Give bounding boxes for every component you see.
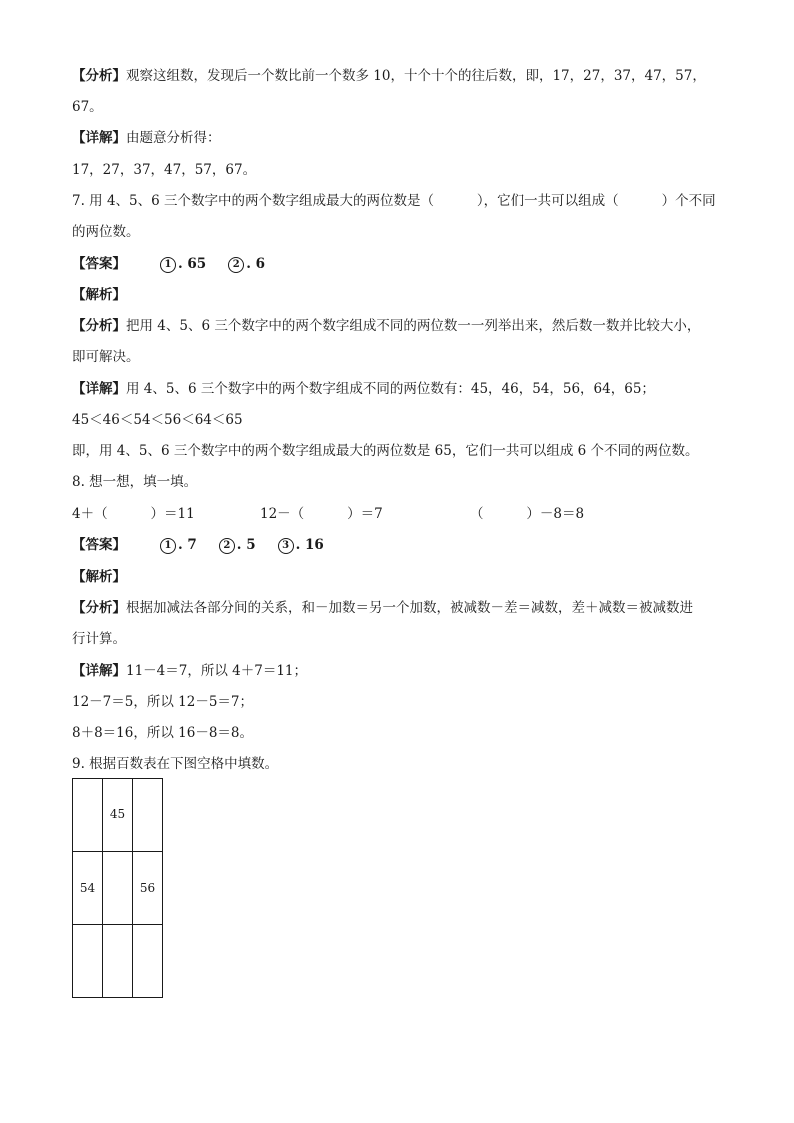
question-7-continuation: 的两位数。 — [72, 224, 140, 240]
answer-value: . 65 — [178, 256, 207, 272]
circled-number: 2 — [228, 257, 244, 273]
detail-line — [72, 128, 221, 148]
circled-number: 2 — [219, 538, 235, 554]
grid-cell — [73, 779, 103, 852]
hundred-chart-grid — [72, 778, 163, 998]
answer-value: . 7 — [178, 537, 197, 553]
detail-equation: 12－7＝5，所以 12－5＝7； — [72, 694, 254, 710]
answer-value: . 6 — [246, 256, 265, 272]
answer-line-7 — [72, 254, 265, 274]
grid-cell — [103, 852, 133, 925]
circled-number: 3 — [278, 538, 294, 554]
answer-tag: 【答案】 — [72, 537, 126, 553]
equation-1: 4＋（ ）＝11 — [72, 506, 195, 522]
answer-tag: 【答案】 — [72, 256, 126, 272]
answer-line-8 — [72, 535, 324, 555]
explanation-tag: 【解析】 — [72, 287, 126, 303]
analysis-continuation: 67。 — [72, 99, 103, 115]
detail-line — [72, 661, 307, 681]
detail-line — [72, 379, 655, 399]
grid-cell: 56 — [133, 852, 163, 925]
detail-equation: 8＋8＝16，所以 16－8＝8。 — [72, 725, 254, 741]
detail-text: 11－4＝7，所以 4＋7＝11； — [126, 663, 308, 679]
detail-text: 由题意分析得： — [126, 130, 221, 146]
circled-number: 1 — [160, 538, 176, 554]
equation-2: 12－（ ）＝7 — [260, 506, 383, 522]
grid-row — [73, 852, 163, 925]
grid-cell: 45 — [103, 779, 133, 852]
analysis-continuation: 行计算。 — [72, 631, 126, 647]
detail-tag: 【详解】 — [72, 130, 126, 146]
explanation-tag: 【解析】 — [72, 569, 126, 585]
analysis-line — [72, 598, 693, 618]
question-8: 8. 想一想，填一填。 — [72, 474, 198, 490]
detail-text: 用 4、5、6 三个数字中的两个数字组成不同的两位数有：45，46，54，56，64，65； — [126, 381, 655, 397]
grid-row — [73, 925, 163, 998]
question-7: 7. 用 4、5、6 三个数字中的两个数字组成最大的两位数是（ ），它们一共可以组成（ ）个不同 — [72, 193, 716, 209]
analysis-line — [72, 66, 706, 86]
answer-value: . 5 — [236, 537, 256, 553]
analysis-tag: 【分析】 — [72, 68, 126, 84]
analysis-line — [72, 316, 700, 336]
comparison-line: 45＜46＜54＜56＜64＜65 — [72, 412, 243, 428]
question-9: 9. 根据百数表在下图空格中填数。 — [72, 756, 279, 772]
analysis-text: 把用 4、5、6 三个数字中的两个数字组成不同的两位数一一列举出来，然后数一数并比较大小， — [126, 318, 701, 334]
grid-cell: 54 — [73, 852, 103, 925]
detail-sequence: 17，27，37，47，57，67。 — [72, 162, 257, 178]
grid-cell — [133, 779, 163, 852]
analysis-continuation: 即可解决。 — [72, 349, 140, 365]
circled-number: 1 — [160, 257, 176, 273]
grid-cell — [73, 925, 103, 998]
analysis-tag: 【分析】 — [72, 600, 126, 616]
grid-cell — [103, 925, 133, 998]
conclusion-line: 即，用 4、5、6 三个数字中的两个数字组成最大的两位数是 65，它们一共可以组成 6 个不同的两位数。 — [72, 443, 699, 459]
analysis-text: 观察这组数，发现后一个数比前一个数多 10，十个十个的往后数，即，17，27，37，47，57， — [126, 68, 706, 84]
detail-tag: 【详解】 — [72, 663, 126, 679]
grid-cell — [133, 925, 163, 998]
answer-value: . 16 — [295, 537, 324, 553]
equation-3: （ ）－8＝8 — [470, 506, 585, 522]
analysis-text: 根据加减法各部分间的关系，和－加数＝另一个加数，被减数－差＝减数，差＋减数＝被减数进 — [126, 600, 693, 616]
analysis-tag: 【分析】 — [72, 318, 126, 334]
detail-tag: 【详解】 — [72, 381, 126, 397]
grid-row — [73, 779, 163, 852]
